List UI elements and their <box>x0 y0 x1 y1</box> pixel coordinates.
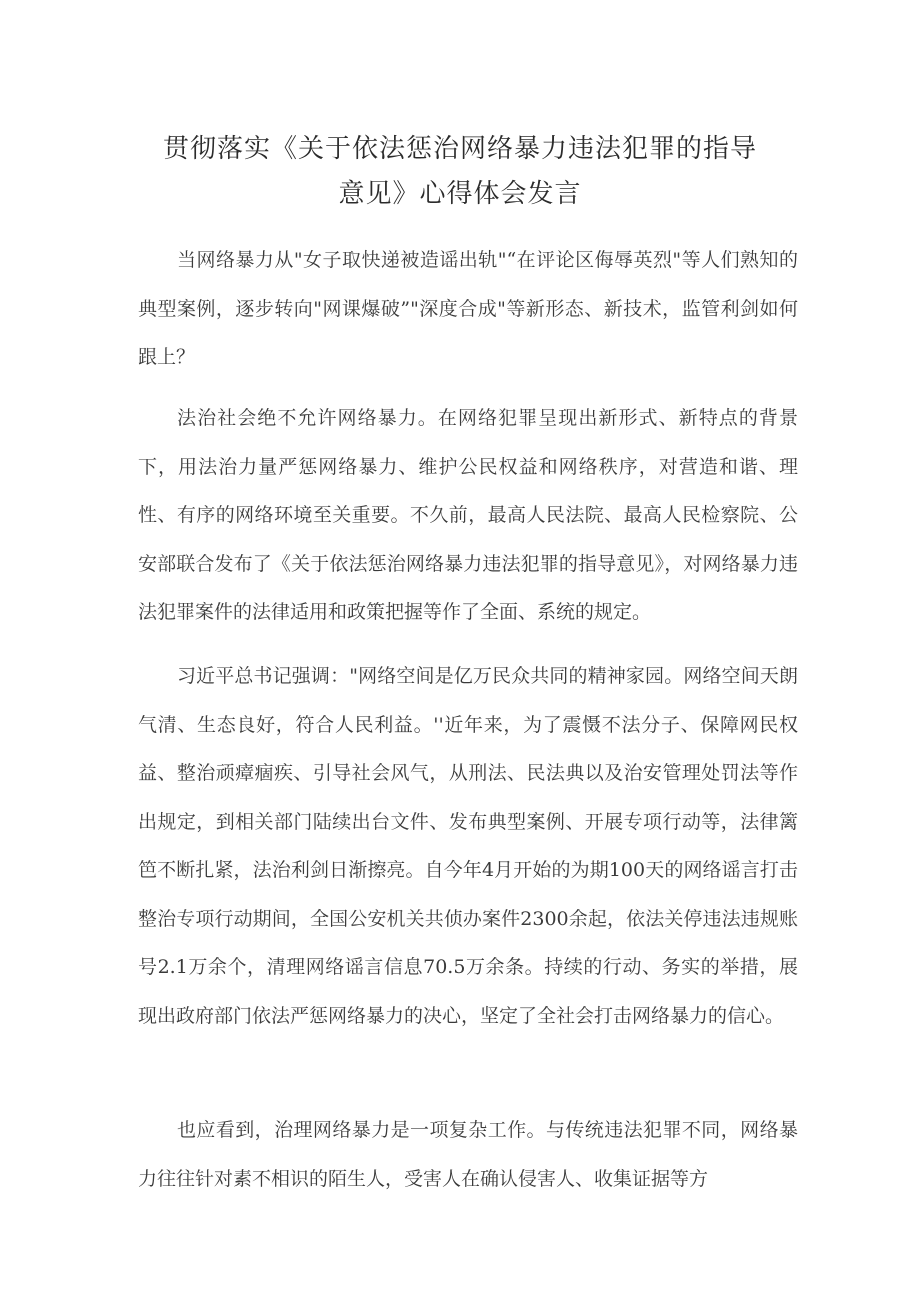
paragraph-2: 法治社会绝不允许网络暴力。在网络犯罪呈现出新形式、新特点的背景下，用法治力量严惩网络暴力、维护公民权益和网络秩序，对营造和谐、理性、有序的网络环境至关重要。不久前，最高人民法院、最高人民检察院、公安部联合发布了《关于依法惩治网络暴力违法犯罪的指导意见》，对网络暴力违法犯罪案件的法律适用和政策把握等作了全面、系统的规定。 <box>138 407 798 623</box>
document-title-line-2: 意见》心得体会发言 <box>338 179 582 209</box>
paragraph-4: 也应看到，治理网络暴力是一项复杂工作。与传统违法犯罪不同，网络暴力往往针对素不相识的陌生人，受害人在确认侵害人、收集证据等方 <box>138 1119 798 1190</box>
paragraph-1: 当网络暴力从"女子取快递被造谣出轨"“在评论区侮辱英烈"等人们熟知的典型案例，逐步转向"网课爆破”"深度合成"等新形态、新技术，监管利剑如何跟上？ <box>138 249 798 368</box>
paragraph-3: 习近平总书记强调："网络空间是亿万民众共同的精神家园。网络空间天朗气清、生态良好，符合人民利益。''近年来，为了震慑不法分子、保障网民权益、整治顽瘴痼疾、引导社会风气，从刑法、民法典以及治安管理处罚法等作出规定，到相关部门陆续出台文件、发布典型案例、开展专项行动等，法律篱笆不断扎紧，法治利剑日渐擦亮。自今年4月开始的为期100天的网络谣言打击整治专项行动期间，全国公安机关共侦办案件2300余起，依法关停违法违规账号2.1万余个，清理网络谣言信息70.5万余条。持续的行动、务实的举措，展现出政府部门依法严惩网络暴力的决心，坚定了全社会打击网络暴力的信心。 <box>138 665 798 1027</box>
document-title-line-1: 贯彻落实《关于依法惩治网络暴力违法犯罪的指导 <box>162 134 757 164</box>
